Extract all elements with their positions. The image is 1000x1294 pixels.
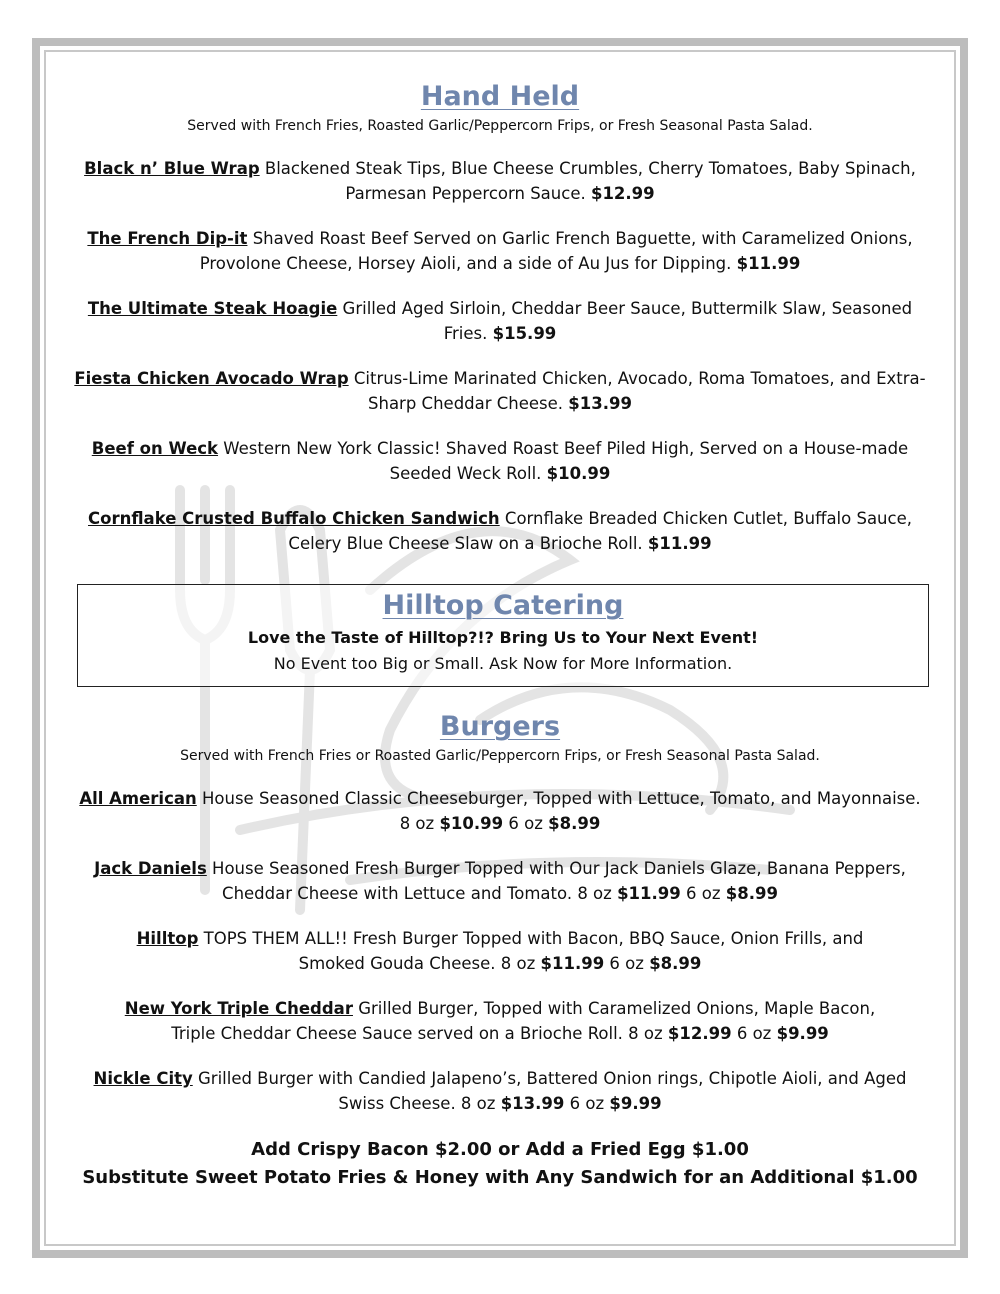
item-name: The Ultimate Steak Hoagie [87, 299, 338, 318]
item-name: Cornflake Crusted Buffalo Chicken Sandwich [88, 509, 500, 528]
item-price: $8.99 [725, 884, 778, 903]
item-price: $12.99 [667, 1024, 732, 1043]
catering-line-2: No Event too Big or Small. Ask Now for More Information. [273, 654, 733, 673]
hand-held-title: Hand Held [420, 81, 580, 112]
item-price: $15.99 [492, 324, 557, 343]
item-desc: Provolone Cheese, Horsey Aioli, and a side of Au Jus for Dipping. [199, 254, 737, 273]
item-desc: Cheddar Cheese with Lettuce and Tomato. 8 oz [222, 884, 618, 903]
menu-item [70, 156, 930, 206]
item-desc: Cornflake Breaded Chicken Cutlet, Buffalo Sauce, [499, 509, 912, 528]
menu-item [70, 296, 930, 346]
item-price: $12.99 [590, 184, 655, 203]
item-price: $13.99 [500, 1094, 565, 1113]
item-price: $10.99 [546, 464, 611, 483]
burgers-subtitle: Served with French Fries or Roasted Garlic/Peppercorn Frips, or Fresh Seasonal Pasta Salad. [180, 748, 820, 764]
menu-item [70, 1066, 930, 1116]
item-price: $8.99 [649, 954, 702, 973]
menu-item [70, 226, 930, 276]
item-price: $11.99 [647, 534, 712, 553]
item-price: $11.99 [736, 254, 801, 273]
item-desc: Blackened Steak Tips, Blue Cheese Crumbles, Cherry Tomatoes, Baby Spinach, [259, 159, 916, 178]
substitute-note: Substitute Sweet Potato Fries & Honey with Any Sandwich for an Additional $1.00 [82, 1167, 918, 1188]
item-name: Jack Daniels [94, 859, 207, 878]
item-desc: 6 oz [680, 884, 726, 903]
item-desc: Triple Cheddar Cheese Sauce served on a Brioche Roll. 8 oz [171, 1024, 668, 1043]
item-desc: Sharp Cheddar Cheese. [368, 394, 569, 413]
item-price: $11.99 [617, 884, 681, 903]
item-desc: 6 oz [564, 1094, 610, 1113]
item-name: Black n’ Blue Wrap [84, 159, 260, 178]
catering-line-1: Love the Taste of Hilltop?!? Bring Us to Your Next Event! [247, 628, 759, 647]
menu-item [70, 996, 930, 1046]
item-name: Beef on Weck [91, 439, 219, 458]
item-desc: TOPS THEM ALL!! Fresh Burger Topped with Bacon, BBQ Sauce, Onion Frills, and [198, 929, 864, 948]
menu-item [70, 786, 930, 836]
item-name: Nickle City [93, 1069, 193, 1088]
menu-item [70, 506, 930, 556]
item-desc: Grilled Burger, Topped with Caramelized Onions, Maple Bacon, [352, 999, 876, 1018]
item-name: New York Triple Cheddar [124, 999, 353, 1018]
item-desc: Grilled Burger with Candied Jalapeno’s, Battered Onion rings, Chipotle Aioli, and Aged [192, 1069, 907, 1088]
item-price: $10.99 [439, 814, 504, 833]
item-price: $8.99 [548, 814, 601, 833]
item-desc: Western New York Classic! Shaved Roast Beef Piled High, Served on a House-made [218, 439, 909, 458]
burgers-section [60, 710, 940, 1192]
menu-item [70, 366, 930, 416]
item-desc: 6 oz [604, 954, 650, 973]
menu-item [70, 436, 930, 486]
item-desc: Grilled Aged Sirloin, Cheddar Beer Sauce, Buttermilk Slaw, Seasoned [337, 299, 913, 318]
item-price: $9.99 [609, 1094, 662, 1113]
item-name: Hilltop [136, 929, 199, 948]
item-price: $9.99 [776, 1024, 829, 1043]
item-price: $13.99 [568, 394, 632, 413]
item-desc: Fries. [443, 324, 493, 343]
item-name: Fiesta Chicken Avocado Wrap [74, 369, 349, 388]
item-desc: Swiss Cheese. 8 oz [338, 1094, 501, 1113]
hand-held-subtitle: Served with French Fries, Roasted Garlic/Peppercorn Frips, or Fresh Seasonal Pasta Salad. [187, 118, 813, 134]
item-desc: Parmesan Peppercorn Sauce. [345, 184, 591, 203]
item-desc: Shaved Roast Beef Served on Garlic French Baguette, with Caramelized Onions, [247, 229, 913, 248]
item-desc: Smoked Gouda Cheese. 8 oz [298, 954, 541, 973]
catering-title: Hilltop Catering [382, 590, 624, 621]
item-desc: Celery Blue Cheese Slaw on a Brioche Roll. [288, 534, 648, 553]
item-name: The French Dip-it [87, 229, 248, 248]
catering-box [77, 584, 929, 687]
item-desc: 6 oz [503, 814, 549, 833]
item-desc: 6 oz [731, 1024, 777, 1043]
item-desc: House Seasoned Fresh Burger Topped with Our Jack Daniels Glaze, Banana Peppers, [206, 859, 906, 878]
item-name: All American [79, 789, 197, 808]
item-desc: House Seasoned Classic Cheeseburger, Topped with Lettuce, Tomato, and Mayonnaise. [196, 789, 921, 808]
add-on-note: Add Crispy Bacon $2.00 or Add a Fried Egg $1.00 [251, 1139, 749, 1160]
item-desc: Seeded Weck Roll. [389, 464, 547, 483]
item-desc: 8 oz [399, 814, 440, 833]
menu-item [70, 926, 930, 976]
burgers-title: Burgers [439, 711, 561, 742]
menu-content [60, 80, 940, 556]
item-price: $11.99 [540, 954, 605, 973]
item-desc: Citrus-Lime Marinated Chicken, Avocado, Roma Tomatoes, and Extra- [348, 369, 926, 388]
menu-item [70, 856, 930, 906]
